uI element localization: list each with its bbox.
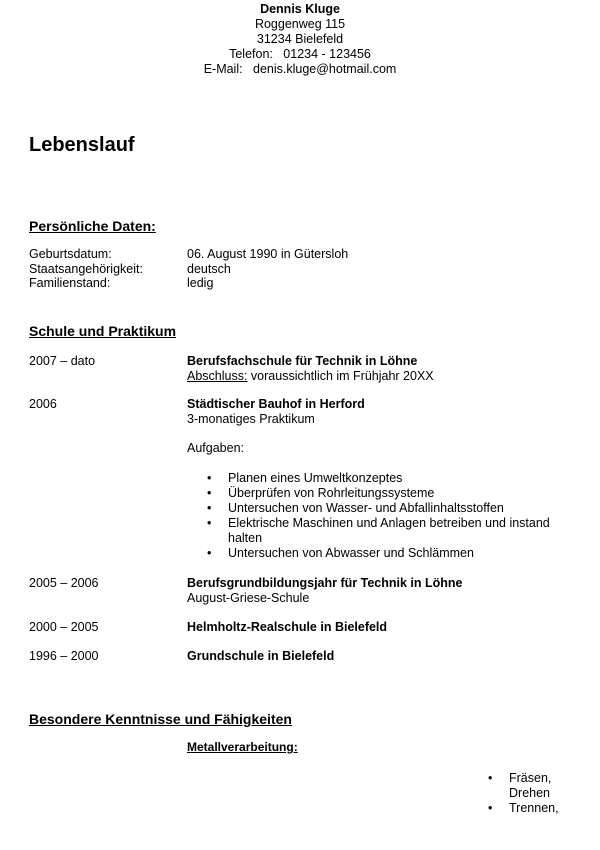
school-detail: August-Griese-Schule [187,591,310,605]
task-item: • Planen eines Umweltkonzeptes [187,471,557,486]
school-period: 2007 – dato [29,354,96,368]
graduation-label: Abschluss: [187,369,248,383]
tasks-list [187,471,557,561]
school-detail: 3-monatiges Praktikum [187,412,315,426]
street-address: Roggenweg 115 [254,17,346,31]
task-item: • Überprüfen von Rohrleitungssysteme [187,486,557,501]
applicant-name: Dennis Kluge [260,2,340,16]
school-title: Grundschule in Bielefeld [187,649,335,663]
email-line: E-Mail: denis.kluge@hotmail.com [203,62,397,76]
metalwork-item: • Fräsen, Drehen [488,771,588,801]
personal-value: deutsch [187,262,231,276]
metalwork-item: • Trennen, [488,801,588,816]
school-period: 2005 – 2006 [29,576,99,590]
school-title: Berufsgrundbildungsjahr für Technik in Löhne [187,576,463,590]
personal-label: Geburtsdatum: [29,247,112,261]
page-title: Lebenslauf [29,134,135,156]
tasks-label: Aufgaben: [187,441,244,455]
personal-value: 06. August 1990 in Gütersloh [187,247,349,261]
city-address: 31234 Bielefeld [256,32,344,46]
task-item: • Untersuchen von Wasser- und Abfallinhaltsstoffen [187,501,557,516]
contact-header [0,2,600,77]
metalwork-list [488,771,588,816]
metalwork-label: Metallverarbeitung: [187,740,298,754]
school-title: Städtischer Bauhof in Herford [187,397,365,411]
school-title: Helmholtz-Realschule in Bielefeld [187,620,388,634]
school-period: 2000 – 2005 [29,620,99,634]
personal-data-heading: Persönliche Daten: [29,218,156,234]
school-period: 1996 – 2000 [29,649,99,663]
personal-label: Staatsangehörigkeit: [29,262,143,276]
phone-line: Telefon: 01234 - 123456 [229,47,371,61]
skills-heading: Besondere Kenntnisse und Fähigkeiten [29,711,292,727]
personal-label: Familienstand: [29,276,111,290]
task-item: • Untersuchen von Abwasser und Schlämmen [187,546,557,561]
graduation-text: voraussichtlich im Frühjahr 20XX [247,369,434,383]
personal-value: ledig [187,276,214,290]
school-heading: Schule und Praktikum [29,323,177,339]
school-period: 2006 [29,397,57,411]
task-item: • Elektrische Maschinen und Anlagen betreiben und instand halten [187,516,557,546]
school-title: Berufsfachschule für Technik in Löhne [187,354,418,368]
